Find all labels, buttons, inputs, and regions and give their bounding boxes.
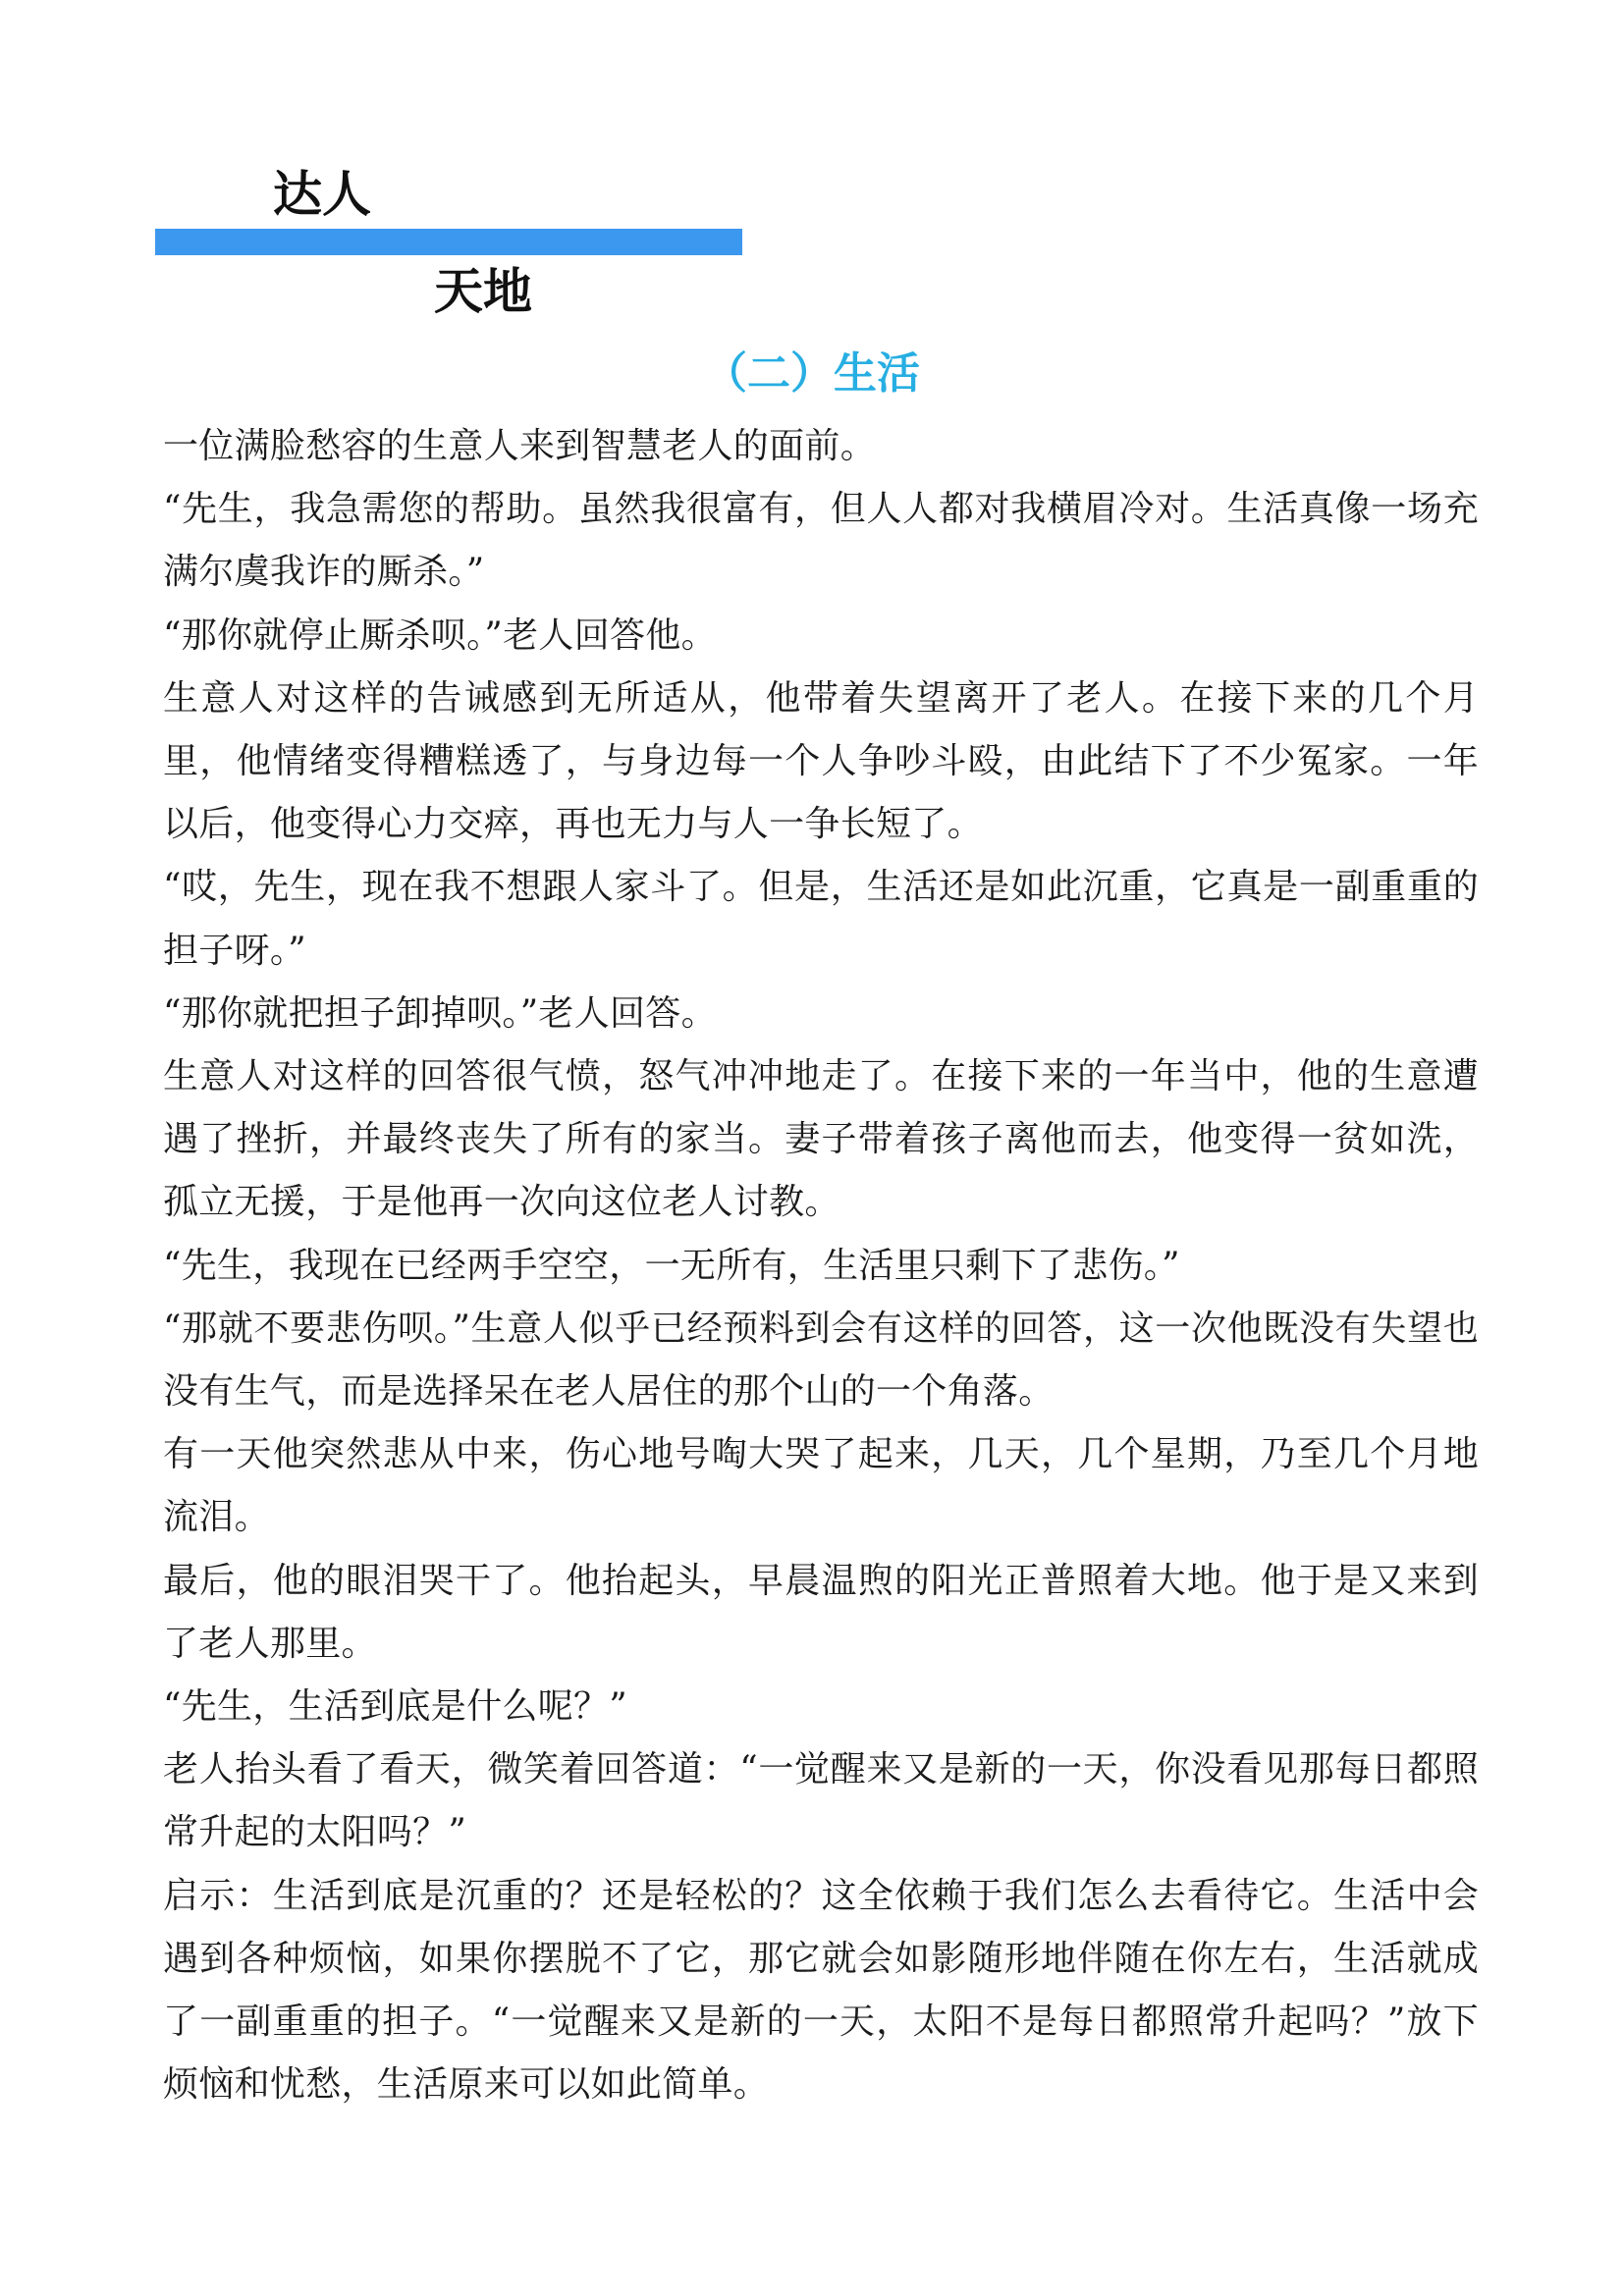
story-paragraph: 生意人对这样的回答很气愤，怒气冲冲地走了。在接下来的一年当中，他的生意遭遇了挫折，并最终丧失了所有的家当。妻子带着孩子离他而去，他变得一贫如洗，孤立无援，于是他再一次向这位老人讨教。 — [163, 1056, 1479, 1223]
story-paragraph: 一位满脸愁容的生意人来到智慧老人的面前。 — [163, 426, 877, 466]
story-paragraph: “那你就停止厮杀呗。”老人回答他。 — [163, 614, 717, 656]
moral-paragraph: 启示：生活到底是沉重的？还是轻松的？这全依赖于我们怎么去看待它。生活中会遇到各种烦恼，如果你摆脱不了它，那它就会如影随形地伴随在你左右，生活就成了一副重重的担子。“一觉醒来又是新的一天，太阳不是每日都照常升起吗？”放下烦恼和忧愁，生活原来可以如此简单。 — [163, 1875, 1479, 2106]
page-title-line-2: 天地 — [434, 263, 532, 320]
page-title-line-1: 达人 — [273, 166, 371, 223]
story-paragraph: “先生，我现在已经两手空空，一无所有，生活里只剩下了悲伤。” — [163, 1245, 1180, 1286]
story-body — [163, 415, 1479, 2116]
story-paragraph: “先生，生活到底是什么呢？” — [163, 1686, 628, 1728]
title-accent-bar — [155, 229, 742, 255]
story-paragraph: 生意人对这样的告诫感到无所适从，他带着失望离开了老人。在接下来的几个月里，他情绪变得糟糕透了，与身边每一个人争吵斗殴，由此结下了不少冤家。一年以后，他变得心力交瘁，再也无力与人一争长短了。 — [163, 677, 1479, 845]
story-paragraph: 有一天他突然悲从中来，伤心地号啕大哭了起来，几天，几个星期，乃至几个月地流泪。 — [163, 1434, 1479, 1538]
story-paragraph: “那你就把担子卸掉呗。”老人回答。 — [163, 992, 717, 1034]
story-paragraph: “先生，我急需您的帮助。虽然我很富有，但人人都对我横眉冷对。生活真像一场充满尔虞我诈的厮杀。” — [163, 489, 1479, 593]
story-paragraph: “那就不要悲伤呗。”生意人似乎已经预料到会有这样的回答，这一次他既没有失望也没有生气，而是选择呆在老人居住的那个山的一个角落。 — [163, 1308, 1479, 1413]
story-paragraph: “哎，先生，现在我不想跟人家斗了。但是，生活还是如此沉重，它真是一副重重的担子呀。” — [163, 867, 1479, 971]
story-paragraph: 老人抬头看了看天，微笑着回答道：“一觉醒来又是新的一天，你没看见那每日都照常升起的太阳吗？” — [163, 1749, 1479, 1853]
section-title: （二）生活 — [704, 348, 920, 399]
story-paragraph: 最后，他的眼泪哭干了。他抬起头，早晨温煦的阳光正普照着大地。他于是又来到了老人那里。 — [163, 1560, 1479, 1664]
